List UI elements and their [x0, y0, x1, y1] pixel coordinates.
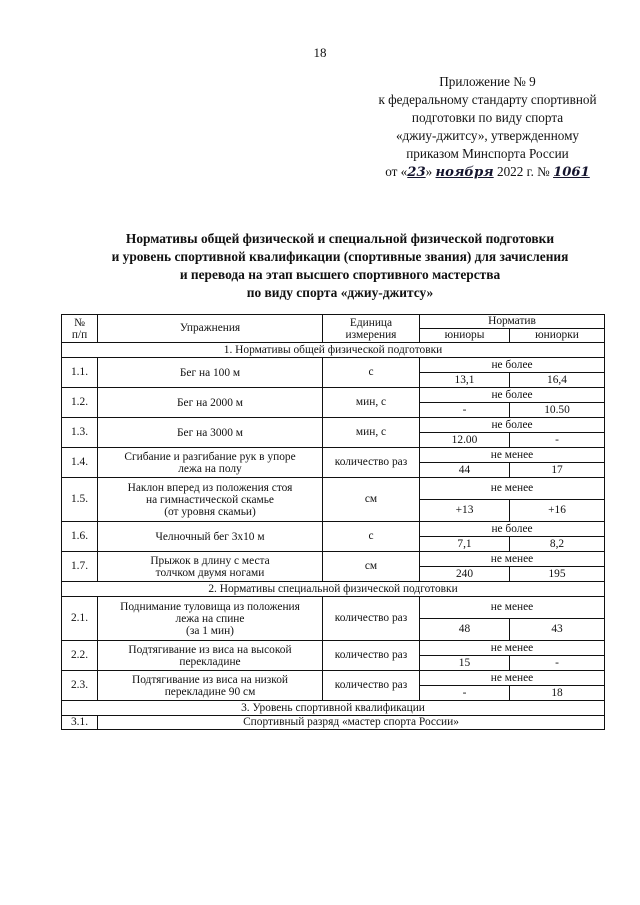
- document-title: [60, 230, 620, 302]
- exercise-name: Челночный бег 3x10 м: [98, 522, 323, 552]
- date-mid: »: [425, 164, 433, 179]
- norm-condition: не менее: [420, 671, 605, 686]
- juniors-value: 13,1: [420, 373, 510, 388]
- header-unit: Единица измерения: [323, 315, 420, 343]
- juniors-value: -: [420, 686, 510, 701]
- junior-women-value: 195: [510, 567, 605, 582]
- norm-condition: не менее: [420, 478, 605, 500]
- norm-condition: не более: [420, 522, 605, 537]
- year-text: 2022 г. №: [496, 164, 550, 179]
- juniors-value: +13: [420, 500, 510, 522]
- row-number: 2.3.: [62, 671, 98, 701]
- junior-women-value: 18: [510, 686, 605, 701]
- junior-women-value: -: [510, 433, 605, 448]
- junior-women-value: 10.50: [510, 403, 605, 418]
- unit-cell: мин, с: [323, 388, 420, 418]
- date-prefix: от «: [385, 164, 408, 179]
- table-row: [62, 716, 605, 730]
- junior-women-value: 16,4: [510, 373, 605, 388]
- norm-condition: не более: [420, 418, 605, 433]
- exercise-name: Прыжок в длину с места толчком двумя ногами: [98, 552, 323, 582]
- handwritten-month: ноября: [435, 165, 494, 180]
- section-title: 3. Уровень спортивной квалификации: [62, 701, 605, 716]
- section-title: 1. Нормативы общей физической подготовки: [62, 343, 605, 358]
- order-date-line: [340, 163, 635, 182]
- row-number: 1.4.: [62, 448, 98, 478]
- appendix-line: «джиу-джитсу», утвержденному: [395, 128, 580, 143]
- juniors-value: 15: [420, 656, 510, 671]
- table-row: [62, 448, 605, 463]
- title-line: по виду спорта «джиу-джитсу»: [246, 285, 434, 300]
- row-number: 1.2.: [62, 388, 98, 418]
- exercise-name: Сгибание и разгибание рук в упоре лежа на полу: [98, 448, 323, 478]
- section-title: 2. Нормативы специальной физической подготовки: [62, 582, 605, 597]
- appendix-line: подготовки по виду спорта: [411, 110, 564, 125]
- title-line: и уровень спортивной квалификации (спортивные звания) для зачисления: [111, 249, 569, 264]
- juniors-value: 44: [420, 463, 510, 478]
- section-row: [62, 701, 605, 716]
- juniors-value: 7,1: [420, 537, 510, 552]
- unit-cell: мин, с: [323, 418, 420, 448]
- header-number: № п/п: [62, 315, 98, 343]
- header-juniors: юниоры: [420, 329, 510, 343]
- table-row: [62, 552, 605, 567]
- unit-cell: с: [323, 358, 420, 388]
- table-row: [62, 522, 605, 537]
- exercise-name: Подтягивание из виса на низкой перекладине 90 см: [98, 671, 323, 701]
- unit-cell: количество раз: [323, 641, 420, 671]
- norms-table: [61, 314, 605, 730]
- exercise-name: Наклон вперед из положения стоя на гимнастической скамье (от уровня скамьи): [98, 478, 323, 522]
- title-line: Нормативы общей физической и специальной физической подготовки: [125, 231, 555, 246]
- unit-cell: см: [323, 478, 420, 522]
- junior-women-value: 17: [510, 463, 605, 478]
- table-row: [62, 478, 605, 500]
- table-row: [62, 418, 605, 433]
- appendix-block: [340, 73, 635, 182]
- norm-condition: не менее: [420, 597, 605, 619]
- norm-condition: не менее: [420, 552, 605, 567]
- qualification-text: Спортивный разряд «мастер спорта России»: [98, 716, 605, 730]
- exercise-name: Подтягивание из виса на высокой перекладине: [98, 641, 323, 671]
- row-number: 2.2.: [62, 641, 98, 671]
- handwritten-order-number: 1061: [553, 165, 590, 180]
- handwritten-day: 23: [407, 165, 426, 180]
- header-norm: Норматив: [420, 315, 605, 329]
- row-number: 1.3.: [62, 418, 98, 448]
- junior-women-value: -: [510, 656, 605, 671]
- title-line: и перевода на этап высшего спортивного мастерства: [179, 267, 501, 282]
- table-row: [62, 641, 605, 656]
- appendix-line: Приложение № 9: [439, 74, 536, 89]
- row-number: 2.1.: [62, 597, 98, 641]
- table-row: [62, 358, 605, 373]
- norm-condition: не менее: [420, 448, 605, 463]
- section-row: [62, 343, 605, 358]
- junior-women-value: +16: [510, 500, 605, 522]
- row-number: 1.1.: [62, 358, 98, 388]
- juniors-value: 12.00: [420, 433, 510, 448]
- header-exercise: Упражнения: [98, 315, 323, 343]
- norm-condition: не менее: [420, 641, 605, 656]
- row-number: 3.1.: [62, 716, 98, 730]
- juniors-value: -: [420, 403, 510, 418]
- row-number: 1.5.: [62, 478, 98, 522]
- unit-cell: количество раз: [323, 597, 420, 641]
- unit-cell: см: [323, 552, 420, 582]
- norms-table-body: [62, 343, 605, 730]
- appendix-line: приказом Минспорта России: [406, 146, 569, 161]
- table-row: [62, 388, 605, 403]
- row-number: 1.7.: [62, 552, 98, 582]
- exercise-name: Бег на 100 м: [98, 358, 323, 388]
- exercise-name: Поднимание туловища из положения лежа на спине (за 1 мин): [98, 597, 323, 641]
- unit-cell: количество раз: [323, 448, 420, 478]
- norm-condition: не более: [420, 388, 605, 403]
- juniors-value: 240: [420, 567, 510, 582]
- page-number: 18: [313, 45, 327, 60]
- unit-cell: с: [323, 522, 420, 552]
- header-junior-women: юниорки: [510, 329, 605, 343]
- row-number: 1.6.: [62, 522, 98, 552]
- junior-women-value: 43: [510, 619, 605, 641]
- junior-women-value: 8,2: [510, 537, 605, 552]
- table-row: [62, 597, 605, 619]
- table-row: [62, 671, 605, 686]
- appendix-line: к федеральному стандарту спортивной: [378, 92, 597, 107]
- exercise-name: Бег на 2000 м: [98, 388, 323, 418]
- unit-cell: количество раз: [323, 671, 420, 701]
- norm-condition: не более: [420, 358, 605, 373]
- exercise-name: Бег на 3000 м: [98, 418, 323, 448]
- section-row: [62, 582, 605, 597]
- juniors-value: 48: [420, 619, 510, 641]
